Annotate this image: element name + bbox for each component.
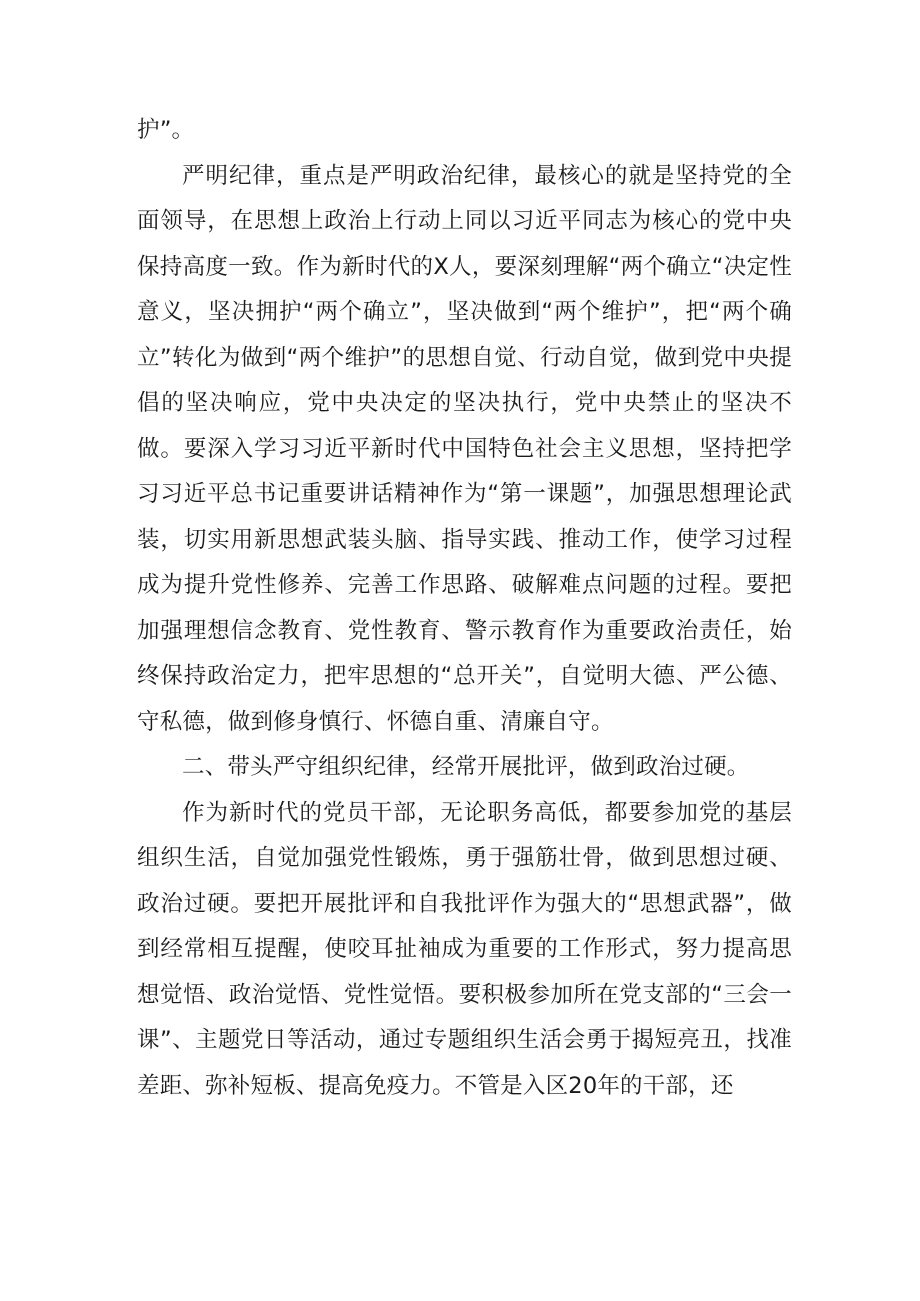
paragraph-strict-discipline: 严明纪律，重点是严明政治纪律，最核心的就是坚持党的全面领导，在思想上政治上行动上同以习近平同志为核心的党中央保持高度一致。作为新时代的X人，要深刻理解“两个确立“决定性意义，坚决拥护“两个确立”，坚决做到“两个维护”，把“两个确立”转化为做到“两个维护”的思想自觉、行动自觉，做到党中央提倡的坚决响应，党中央决定的坚决执行，党中央禁止的坚决不做。要深入学习习近平新时代中国特色社会主义思想，坚持把学习习近平总书记重要讲话精神作为“第一课题”，加强思想理论武装，切实用新思想武装头脑、指导实践、推动工作，使学习过程成为提升党性修养、完善工作思路、破解难点问题的过程。要把加强理想信念教育、党性教育、警示教育作为重要政治责任，始终保持政治定力，把牢思想的“总开关”，自觉明大德、严公德、守私德，做到修身慎行、怀德自重、清廉自守。 bbox=[137, 162, 792, 735]
paragraph-continuation: 护”。 bbox=[137, 117, 195, 143]
document-body bbox=[137, 108, 792, 1109]
paragraph-organization-discipline: 作为新时代的党员干部，无论职务高低，都要参加党的基层组织生活，自觉加强党性锻炼，勇于强筋壮骨，做到思想过硬、政治过硬。要把开展批评和自我批评作为强大的“思想武器”，做到经常相互提醒，使咬耳扯袖成为重要的工作形式，努力提高思想觉悟、政治觉悟、党性觉悟。要积极参加所在党支部的“三会一课”、主题党日等活动，通过专题组织生活会勇于揭短亮丑，找准差距、弥补短板、提高免疫力。不管是入区20年的干部，还 bbox=[137, 799, 792, 1099]
section-heading-two: 二、带头严守组织纪律，经常开展批评，做到政治过硬。 bbox=[182, 754, 750, 780]
